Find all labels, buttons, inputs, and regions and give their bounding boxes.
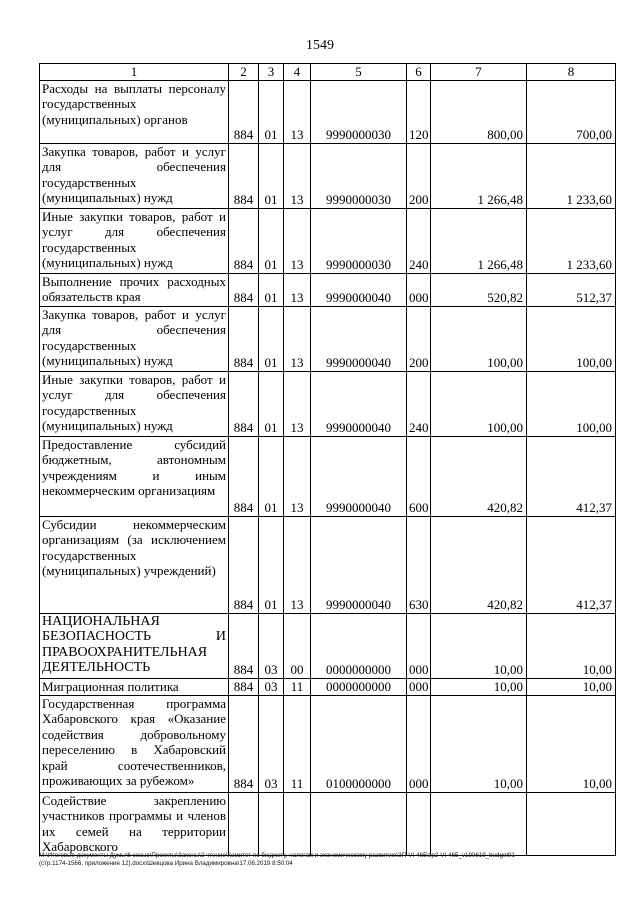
- cell-target-article: 9990000040: [311, 371, 407, 436]
- cell-subsection: 13: [284, 371, 311, 436]
- cell-target-article: 9990000040: [311, 273, 407, 306]
- cell-amount-2: 10,00: [527, 613, 616, 678]
- cell-target-article: 0000000000: [311, 678, 407, 695]
- cell-amount-1: 10,00: [431, 613, 527, 678]
- cell-amount-1: [431, 792, 527, 855]
- cell-admin-code: 884: [229, 678, 259, 695]
- cell-admin-code: 884: [229, 516, 259, 613]
- row-name: Расходы на выплаты персоналу государственных (муниципальных) органов: [40, 80, 229, 143]
- cell-admin-code: [229, 792, 259, 855]
- cell-admin-code: 884: [229, 613, 259, 678]
- cell-section: 01: [259, 208, 284, 273]
- cell-subsection: 13: [284, 80, 311, 143]
- cell-admin-code: 884: [229, 80, 259, 143]
- cell-expense-type: 630: [407, 516, 431, 613]
- cell-expense-type: 000: [407, 613, 431, 678]
- row-name: Субсидии некоммерческим организациям (за исключением государственных (муниципальных) учреждений): [40, 516, 229, 613]
- row-name: Миграционная политика: [40, 678, 229, 695]
- column-header: 2: [229, 64, 259, 81]
- table-row: [40, 678, 616, 695]
- column-header: 4: [284, 64, 311, 81]
- cell-target-article: 9990000040: [311, 516, 407, 613]
- column-header: 6: [407, 64, 431, 81]
- cell-amount-2: 1 233,60: [527, 208, 616, 273]
- footer-path-line-1: M:\Итоговые документы Думы\6 созыв\Проекты\Законы\2 чтение\Комитет по бюджету, налогам и экономическому развитию\ЗП-VI-465\zp2-VI-465_v190619_budget01: [39, 852, 515, 859]
- row-name: Государственная программа Хабаровского края «Оказание содействия добровольному переселению в Хабаровский край соотечественников, проживающих за рубежом»: [40, 695, 229, 792]
- cell-expense-type: 000: [407, 273, 431, 306]
- table-row: [40, 80, 616, 143]
- cell-amount-2: 10,00: [527, 678, 616, 695]
- row-name: Предоставление субсидий бюджетным, автономным учреждениям и иным некоммерческим организациям: [40, 436, 229, 516]
- cell-amount-1: 800,00: [431, 80, 527, 143]
- cell-amount-1: 420,82: [431, 436, 527, 516]
- cell-admin-code: 884: [229, 371, 259, 436]
- cell-subsection: 11: [284, 678, 311, 695]
- cell-section: 01: [259, 371, 284, 436]
- cell-amount-2: 100,00: [527, 371, 616, 436]
- row-name: Закупка товаров, работ и услуг для обеспечения государственных (муниципальных) нужд: [40, 306, 229, 371]
- cell-target-article: [311, 792, 407, 855]
- header-row: [40, 64, 616, 81]
- cell-amount-2: 700,00: [527, 80, 616, 143]
- cell-amount-1: 1 266,48: [431, 208, 527, 273]
- cell-expense-type: 000: [407, 678, 431, 695]
- document-footer: [39, 852, 615, 868]
- cell-amount-1: 10,00: [431, 695, 527, 792]
- cell-admin-code: 884: [229, 306, 259, 371]
- cell-amount-1: 10,00: [431, 678, 527, 695]
- cell-section: 01: [259, 143, 284, 208]
- cell-subsection: [284, 792, 311, 855]
- cell-target-article: 0000000000: [311, 613, 407, 678]
- cell-section: 01: [259, 516, 284, 613]
- cell-amount-2: 412,37: [527, 436, 616, 516]
- row-name: Закупка товаров, работ и услуг для обеспечения государственных (муниципальных) нужд: [40, 143, 229, 208]
- cell-expense-type: 240: [407, 371, 431, 436]
- cell-expense-type: [407, 792, 431, 855]
- column-header: 3: [259, 64, 284, 81]
- cell-amount-1: 420,82: [431, 516, 527, 613]
- cell-target-article: 9990000030: [311, 80, 407, 143]
- cell-section: 03: [259, 678, 284, 695]
- table-row: [40, 371, 616, 436]
- cell-amount-1: 1 266,48: [431, 143, 527, 208]
- cell-amount-2: [527, 792, 616, 855]
- cell-section: [259, 792, 284, 855]
- cell-subsection: 00: [284, 613, 311, 678]
- cell-section: 03: [259, 695, 284, 792]
- row-name: НАЦИОНАЛЬНАЯ БЕЗОПАСНОСТЬ И ПРАВООХРАНИТЕЛЬНАЯ ДЕЯТЕЛЬНОСТЬ: [40, 613, 229, 678]
- table-row: [40, 143, 616, 208]
- cell-subsection: 13: [284, 208, 311, 273]
- cell-subsection: 13: [284, 143, 311, 208]
- column-header: 5: [311, 64, 407, 81]
- cell-amount-2: 512,37: [527, 273, 616, 306]
- cell-admin-code: 884: [229, 208, 259, 273]
- footer-path-line-2: (стр.1174-1566, приложение 12).docx\Шевцова Ирина Владимировна\17.06.2019 8:50:04: [39, 860, 293, 867]
- table-row: [40, 516, 616, 613]
- cell-section: 01: [259, 306, 284, 371]
- cell-amount-2: 412,37: [527, 516, 616, 613]
- table-row: [40, 306, 616, 371]
- cell-amount-1: 520,82: [431, 273, 527, 306]
- cell-target-article: 0100000000: [311, 695, 407, 792]
- cell-subsection: 13: [284, 306, 311, 371]
- cell-amount-1: 100,00: [431, 306, 527, 371]
- table-row: [40, 792, 616, 855]
- cell-section: 01: [259, 273, 284, 306]
- column-header: 7: [431, 64, 527, 81]
- budget-table: [39, 63, 616, 856]
- cell-subsection: 13: [284, 273, 311, 306]
- cell-amount-2: 1 233,60: [527, 143, 616, 208]
- cell-admin-code: 884: [229, 143, 259, 208]
- cell-target-article: 9990000030: [311, 208, 407, 273]
- cell-target-article: 9990000040: [311, 436, 407, 516]
- table-row: [40, 436, 616, 516]
- cell-expense-type: 200: [407, 143, 431, 208]
- cell-section: 01: [259, 80, 284, 143]
- cell-admin-code: 884: [229, 695, 259, 792]
- cell-subsection: 13: [284, 516, 311, 613]
- column-header: 8: [527, 64, 616, 81]
- cell-subsection: 11: [284, 695, 311, 792]
- cell-expense-type: 120: [407, 80, 431, 143]
- cell-admin-code: 884: [229, 436, 259, 516]
- cell-expense-type: 600: [407, 436, 431, 516]
- table-row: [40, 208, 616, 273]
- row-name: Содействие закреплению участников программы и членов их семей на территории Хабаровского: [40, 792, 229, 855]
- page-number: 1549: [306, 38, 334, 53]
- row-name: Выполнение прочих расходных обязательств края: [40, 273, 229, 306]
- cell-target-article: 9990000030: [311, 143, 407, 208]
- cell-expense-type: 000: [407, 695, 431, 792]
- cell-amount-2: 100,00: [527, 306, 616, 371]
- table-row: [40, 613, 616, 678]
- row-name: Иные закупки товаров, работ и услуг для обеспечения государственных (муниципальных) нужд: [40, 371, 229, 436]
- cell-expense-type: 200: [407, 306, 431, 371]
- table-row: [40, 273, 616, 306]
- cell-target-article: 9990000040: [311, 306, 407, 371]
- table-row: [40, 695, 616, 792]
- cell-section: 01: [259, 436, 284, 516]
- cell-amount-2: 10,00: [527, 695, 616, 792]
- cell-expense-type: 240: [407, 208, 431, 273]
- cell-subsection: 13: [284, 436, 311, 516]
- cell-admin-code: 884: [229, 273, 259, 306]
- cell-section: 03: [259, 613, 284, 678]
- column-header: 1: [40, 64, 229, 81]
- cell-amount-1: 100,00: [431, 371, 527, 436]
- row-name: Иные закупки товаров, работ и услуг для обеспечения государственных (муниципальных) нужд: [40, 208, 229, 273]
